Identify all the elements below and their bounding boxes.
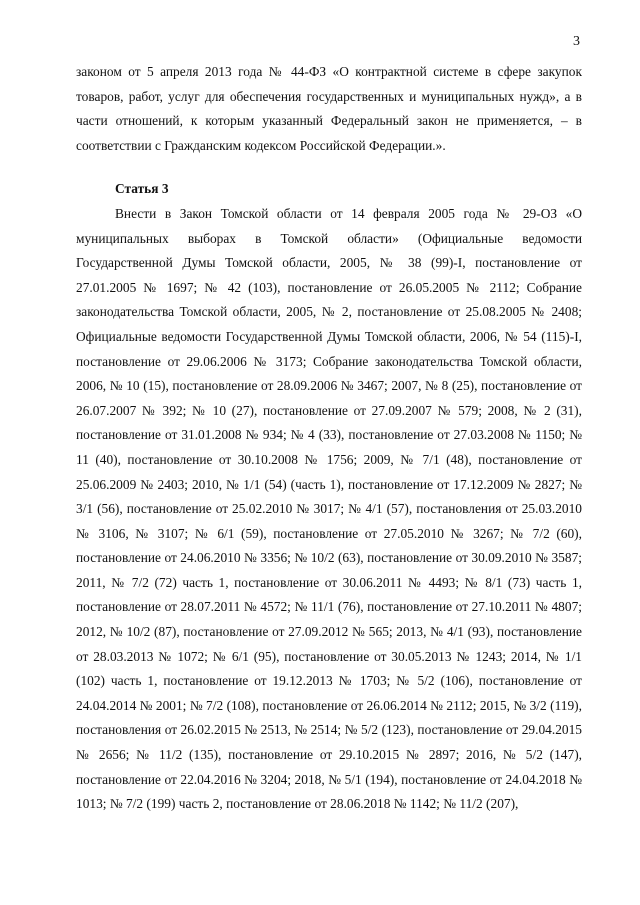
document-content xyxy=(76,60,582,817)
page-number: 3 xyxy=(573,34,580,49)
article-heading: Статья 3 xyxy=(115,181,169,197)
article-body-paragraph: Внести в Закон Томской области от 14 февраля 2005 года № 29-ОЗ «О муниципальных выборах в Томской области» (Официальные ведомости Государственной Думы Томской области, 2005, № 38 (99)-I, постановление от 27.01.2005 № 1697; № 42 (103), постановление от 26.05.2005 № 2112; Собрание законодательства Томской области, 2005, № 2, постановление от 25.08.2005 № 2408; Официальные ведомости Государственной Думы Томской области, 2006, № 54 (115)-I, постановление от 29.06.2006 № 3173; Собрание законодательства Томской области, 2006, № 10 (15), постановление от 28.09.2006 № 3467; 2007, № 8 (25), постановление от 26.07.2007 № 392; № 10 (27), постановление от 27.09.2007 № 579; 2008, № 2 (31), постановление от 31.01.2008 № 934; № 4 (33), постановление от 27.03.2008 № 1150; № 11 (40), постановление от 30.10.2008 № 1756; 2009, № 7/1 (48), постановление от 25.06.2009 № 2403; 2010, № 1/1 (54) (часть 1), постановление от 17.12.2009 № 2827; № 3/1 (56), постановление от 25.02.2010 № 3017; № 4/1 (57), постановления от 25.03.2010 № 3106, № 3107; № 6/1 (59), постановление от 27.05.2010 № 3267; № 7/2 (60), постановление от 24.06.2010 № 3356; № 10/2 (63), постановление от 30.09.2010 № 3587; 2011, № 7/2 (72) часть 1, постановление от 30.06.2011 № 4493; № 8/1 (73) часть 1, постановление от 28.07.2011 № 4572; № 11/1 (76), постановление от 27.10.2011 № 4807; 2012, № 10/2 (87), постановление от 27.09.2012 № 565; 2013, № 4/1 (93), постановление от 28.03.2013 № 1072; № 6/1 (95), постановление от 30.05.2013 № 1243; 2014, № 1/1 (102) часть 1, постановление от 19.12.2013 № 1703; № 5/2 (106), постановление от 24.04.2014 № 2001; № 7/2 (108), постановление от 26.06.2014 № 2112; 2015, № 3/2 (119), постановления от 26.02.2015 № 2513, № 2514; № 5/2 (123), постановление от 29.04.2015 № 2656; № 11/2 (135), постановление от 29.10.2015 № 2897; 2016, № 5/2 (147), постановление от 22.04.2016 № 3204; 2018, № 5/1 (194), постановление от 24.04.2018 № 1013; № 7/2 (199) часть 2, постановление от 28.06.2018 № 1142; № 11/2 (207), xyxy=(76,205,582,812)
intro-paragraph: законом от 5 апреля 2013 года № 44-ФЗ «О контрактной системе в сфере закупок товаров, работ, услуг для обеспечения государственных и муниципальных нужд», а в части отношений, к которым указанный Федеральный закон не применяется, – в соответствии с Гражданским кодексом Российской Федерации.». xyxy=(76,64,582,153)
